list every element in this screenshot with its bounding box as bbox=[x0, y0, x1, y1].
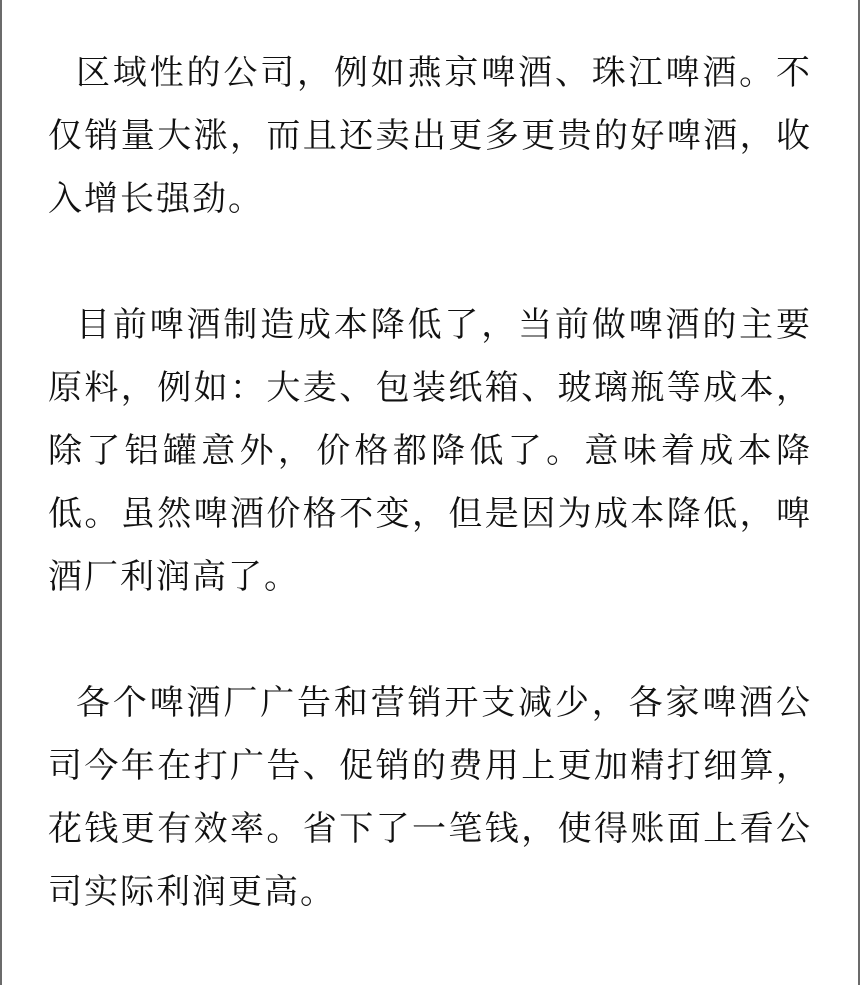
paragraph-3: 各个啤酒厂广告和营销开支减少，各家啤酒公司今年在打广告、促销的费用上更加精打细算，花钱更有效率。省下了一笔钱，使得账面上看公司实际利润更高。 bbox=[48, 683, 812, 912]
paragraph-2: 目前啤酒制造成本降低了，当前做啤酒的主要原料，例如：大麦、包装纸箱、玻璃瓶等成本，除了铝罐意外，价格都降低了。意味着成本降低。虽然啤酒价格不变，但是因为成本降低，啤酒厂利润高了。 bbox=[48, 305, 812, 597]
article-body bbox=[48, 42, 812, 924]
left-border bbox=[0, 0, 2, 985]
paragraph-1: 区域性的公司，例如燕京啤酒、珠江啤酒。不仅销量大涨，而且还卖出更多更贵的好啤酒，收入增长强劲。 bbox=[48, 53, 812, 219]
